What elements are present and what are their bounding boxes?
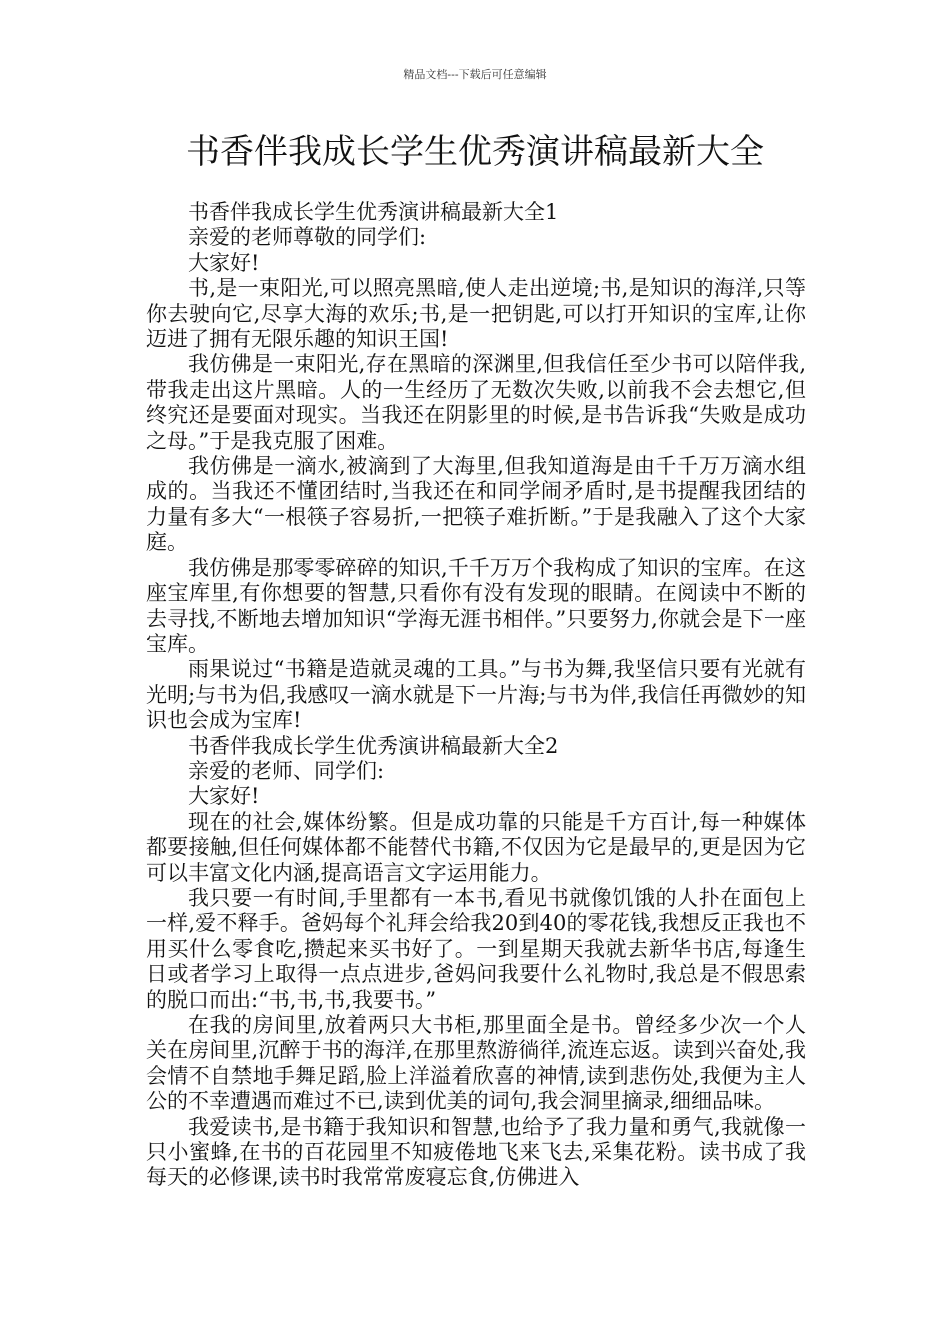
salutation: 亲爱的老师尊敬的同学们: [188,225,427,250]
paragraph: 在我的房间里,放着两只大书柜,那里面全是书。曾经多少次一个人关在房间里,沉醉于书的海洋,在那里熬游徜徉,流连忘返。读到兴奋处,我会情不自禁地手舞足蹈,脸上洋溢着欣喜的神情,读到悲伤处,我便为主人公的不幸遭遇而难过不已,读到优美的词句,我会洞里摘录,细细品味。 [146,1013,806,1114]
paragraph: 我仿佛是一束阳光,存在黑暗的深渊里,但我信任至少书可以陪伴我,带我走出这片黑暗。人的一生经历了无数次失败,以前我不会去想它,但终究还是要面对现实。当我还在阴影里的时候,是书告诉我“失败是成功之母。”于是我克服了困难。 [146,352,806,453]
paragraph: 现在的社会,媒体纷繁。但是成功靠的只能是千方百计,每一种媒体都要接触,但任何媒体都不能替代书籍,不仅因为它是最早的,更是因为它可以丰富文化内涵,提高语言文字运用能力。 [146,809,806,885]
document-body [146,200,806,1191]
paragraph: 雨果说过“书籍是造就灵魂的工具。”与书为舞,我坚信只要有光就有光明;与书为侣,我感叹一滴水就是下一片海;与书为伴,我信任再微妙的知识也会成为宝库! [146,657,806,733]
salutation: 亲爱的老师、同学们: [188,758,385,783]
paragraph: 我仿佛是那零零碎碎的知识,千千万万个我构成了知识的宝库。在这座宝库里,有你想要的智慧,只看你有没有发现的眼睛。在阅读中不断的去寻找,不断地去增加知识“学海无涯书相伴。”只要努力,你就会是下一座宝库。 [146,555,806,656]
paragraph: 我爱读书,是书籍于我知识和智慧,也给予了我力量和勇气,我就像一只小蜜蜂,在书的百花园里不知疲倦地飞来飞去,采集花粉。读书成了我每天的必修课,读书时我常常废寝忘食,仿佛进入 [146,1114,806,1190]
speech-1-heading: 书香伴我成长学生优秀演讲稿最新大全1 [188,200,559,224]
paragraph: 我只要一有时间,手里都有一本书,看见书就像饥饿的人扑在面包上一样,爱不释手。爸妈每个礼拜会给我20到40的零花钱,我想反正我也不用买什么零食吃,攒起来买书好了。一到星期天我就去新华书店,每逢生日或者学习上取得一点点进步,爸妈问我要什么礼物时,我总是不假思索的脱口而出:“书,书,书,我要书。” [146,885,806,1012]
greeting: 大家好! [188,784,260,809]
header-note: 精品文档---下载后可任意编辑 [403,68,547,81]
speech-2-heading: 书香伴我成长学生优秀演讲稿最新大全2 [188,733,559,758]
document-title: 书香伴我成长学生优秀演讲稿最新大全 [186,132,764,172]
paragraph: 书,是一束阳光,可以照亮黑暗,使人走出逆境;书,是知识的海洋,只等你去驶向它,尽享大海的欢乐;书,是一把钥匙,可以打开知识的宝库,让你迈进了拥有无限乐趣的知识王国! [146,276,806,352]
paragraph: 我仿佛是一滴水,被滴到了大海里,但我知道海是由千千万万滴水组成的。当我还不懂团结时,当我还在和同学闹矛盾时,是书提醒我团结的力量有多大“一根筷子容易折,一把筷子难折断。”于是我融入了这个大家庭。 [146,454,806,555]
greeting: 大家好! [188,250,260,275]
